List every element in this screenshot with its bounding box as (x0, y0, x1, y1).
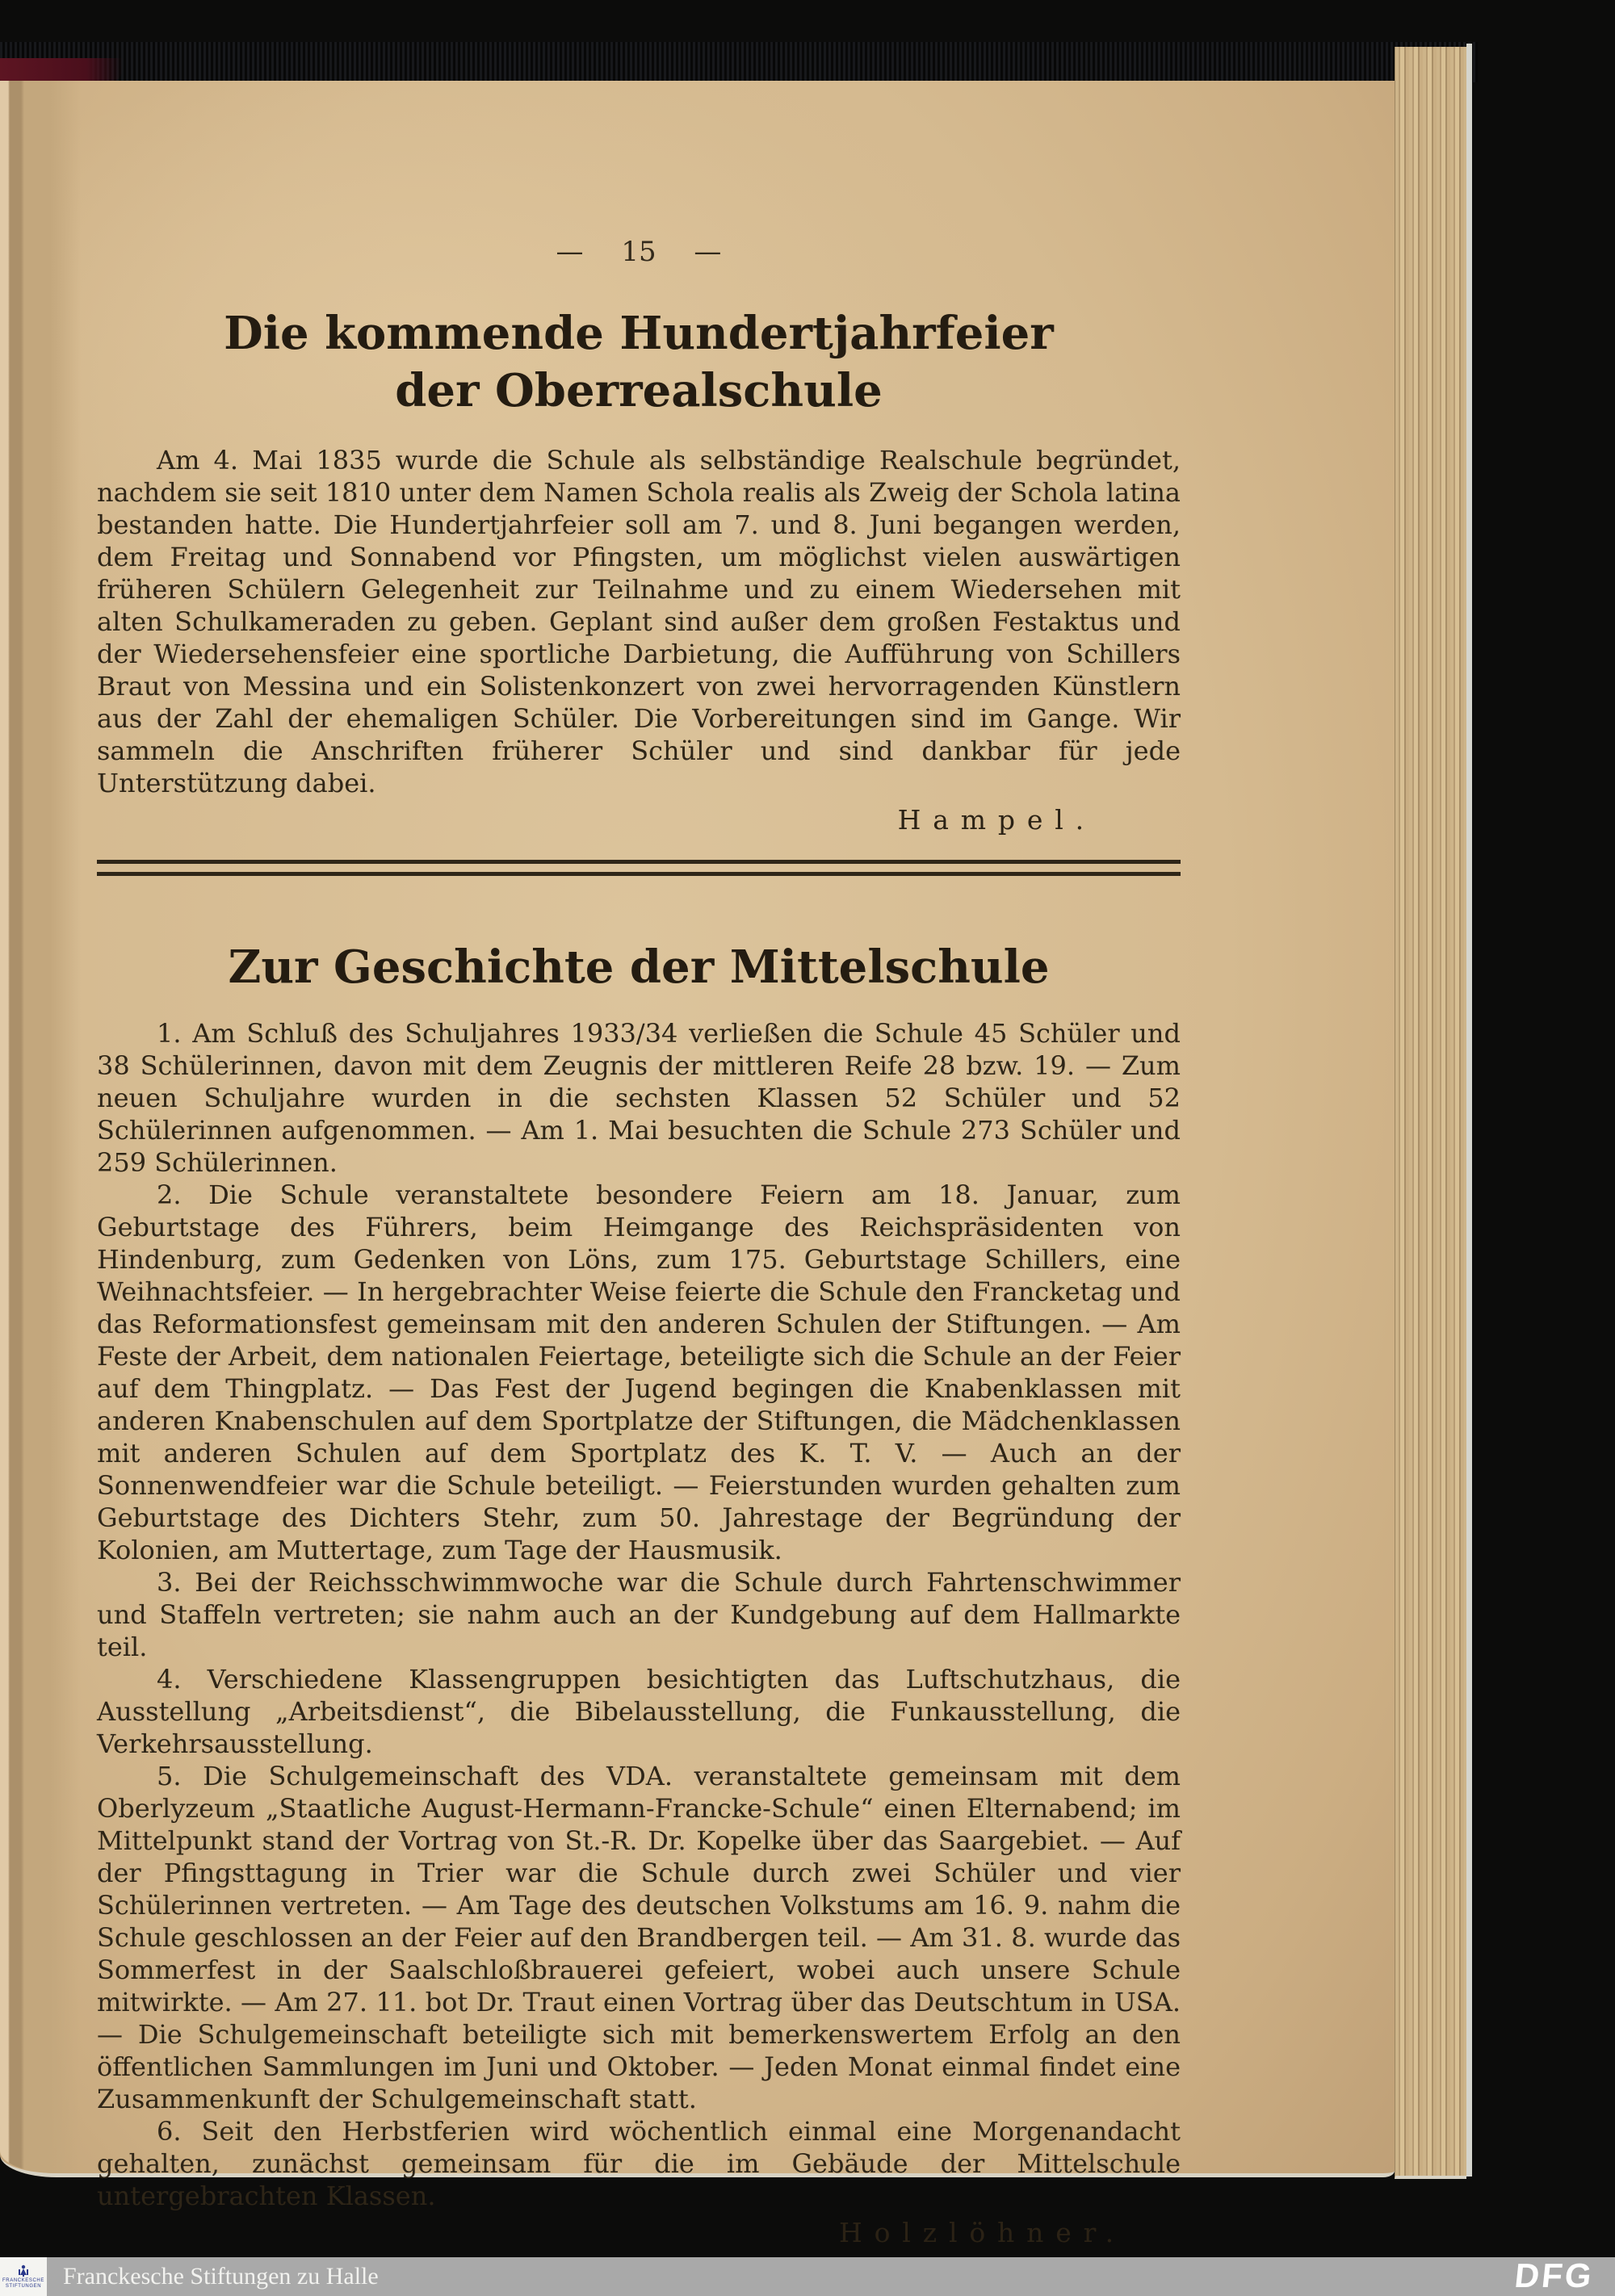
article-2-item-3: 3. Bei der Reichsschwimmwoche war die Schule durch Fahrtenschwimmer und Staffeln vertreten; sie nahm auch an der Kundgebung auf dem Hallmarkte teil. (97, 1567, 1181, 1662)
article-2-item-2: 2. Die Schule veranstaltete besondere Feiern am 18. Januar, zum Geburtstage des Führers, beim Heimgange des Reichspräsidenten von Hindenburg, zum Gedenken von Löns, zum 175. Geburtstage Schillers, eine Weihnachtsfeier. — In hergebrachter Weise feierte die Schule den Francketag und das Reformationsfest gemeinsam mit den anderen Schulen der Stiftungen. — Am Feste der Arbeit, dem nationalen Feiertage, beteiligte sich die Schule an der Feier auf dem Thingplatz. — Das Fest der Jugend begingen die Knabenklassen mit anderen Knabenschulen auf dem Sportplatze der Stiftungen, die Mädchenklassen mit anderen Schulen auf dem Sportplatz des K. T. V. — Auch an der Sonnenwendfeier war die Schule beteiligt. — Feierstunden wurden gehalten zum Geburtstage des Dichters Stehr, zum 50. Jahrestage der Begründung der Kolonien, am Muttertage, zum Tage der Hausmusik. (97, 1179, 1181, 1565)
article-2-item-4: 4. Verschiedene Klassengruppen besichtigten das Luftschutzhaus, die Ausstellung „Arbeitsdienst“, die Bibelausstellung, die Funkausstellung, die Verkehrsausstellung. (97, 1664, 1181, 1759)
article-2-signature: Holzlöhner. (838, 2217, 1126, 2248)
article-1-title-line2: der Oberrealschule (395, 364, 883, 417)
article-2-body (97, 1017, 1181, 2212)
viewer-footer-bar (0, 2257, 1615, 2296)
franckesche-stiftungen-logo (0, 2257, 47, 2296)
institution-label: Franckesche Stiftungen zu Halle (63, 2263, 379, 2290)
scanned-page (0, 81, 1395, 2248)
article-2-item-5: 5. Die Schulgemeinschaft des VDA. veranstaltete gemeinsam mit dem Oberlyzeum „Staatliche August-Hermann-Francke-Schule“ einen Elternabend; im Mittelpunkt stand der Vortrag von St.-R. Dr. Kopelke über das Saargebiet. — Auf der Pfingsttagung in Trier war die Schule durch zwei Schüler und vier Schülerinnen vertreten. — Am Tage des deutschen Volkstums am 16. 9. nahm die Schule geschlossen an der Feier auf den Brandbergen teil. — Am 31. 8. wurde das Sommerfest in der Saalschloßbrauerei gefeiert, wobei auch unsere Schule mitwirkte. — Am 27. 11. bot Dr. Traut einen Vortrag über das Deutschtum in USA. — Die Schulgemeinschaft beteiligte sich mit bemerkenswertem Erfolg an den öffentlichen Sammlungen im Juni und Oktober. — Jeden Monat einmal findet eine Zusammenkunft der Schulgemeinschaft statt. (97, 1761, 1181, 2114)
dfg-logo: DFG (1512, 2256, 1596, 2295)
article-2-title: Zur Geschichte der Mittelschule (228, 941, 1050, 994)
article-2-item-1: 1. Am Schluß des Schuljahres 1933/34 verließen die Schule 45 Schüler und 38 Schülerinnen, davon mit dem Zeugnis der mittleren Reife 28 bzw. 19. — Zum neuen Schuljahre wurden in die sechsten Klassen 52 Schüler und 52 Schülerinnen aufgenommen. — Am 1. Mai besuchten die Schule 273 Schüler und 259 Schülerinnen. (97, 1018, 1181, 1178)
article-1-body: Am 4. Mai 1835 wurde die Schule als selbständige Realschule begründet, nachdem sie seit 1810 unter dem Namen Schola realis als Zweig der Schola latina bestanden hatte. Die Hundertjahrfeier soll am 7. und 8. Juni begangen werden, dem Freitag und Sonnabend vor Pfingsten, um möglichst vielen auswärtigen früheren Schülern Gelegenheit zur Teilnahme und zu einem Wiedersehen mit alten Schulkameraden zu geben. Geplant sind außer dem großen Festaktus und der Wiedersehensfeier eine sportliche Darbietung, die Aufführung von Schillers Braut von Messina und ein Solistenkonzert von zwei hervorragenden Künstlern aus der Zahl der ehemaligen Schüler. Die Vorbereitungen sind im Gange. Wir sammeln die Anschriften früherer Schüler und sind dankbar für jede Unterstützung dabei. (97, 445, 1181, 798)
franckesche-logo-text-line2: STIFTUNGEN (5, 2283, 42, 2289)
cover-right-edge (1466, 44, 1472, 2177)
franckesche-logo-text-line1: FRANCKESCHE (2, 2277, 44, 2283)
article-1-title (97, 305, 1181, 420)
article-2-item-6: 6. Seit den Herbstferien wird wöchentlich einmal eine Morgenandacht gehalten, zunächst gemeinsam für die im Gebäude der Mittelschule untergebrachten Klassen. (97, 2116, 1181, 2211)
page-number: — 15 — (556, 236, 722, 268)
article-1-signature: Hampel. (897, 804, 1096, 836)
page-gutter-shadow (0, 81, 81, 2173)
section-divider (97, 860, 1181, 876)
page-text-column (97, 161, 1181, 2248)
article-1-title-line1: Die kommende Hundertjahrfeier (224, 307, 1054, 360)
book-cover-edge-texture (0, 42, 1478, 82)
page-edge-stack (1395, 47, 1466, 2179)
franckesche-stiftungen-icon (17, 2265, 30, 2277)
